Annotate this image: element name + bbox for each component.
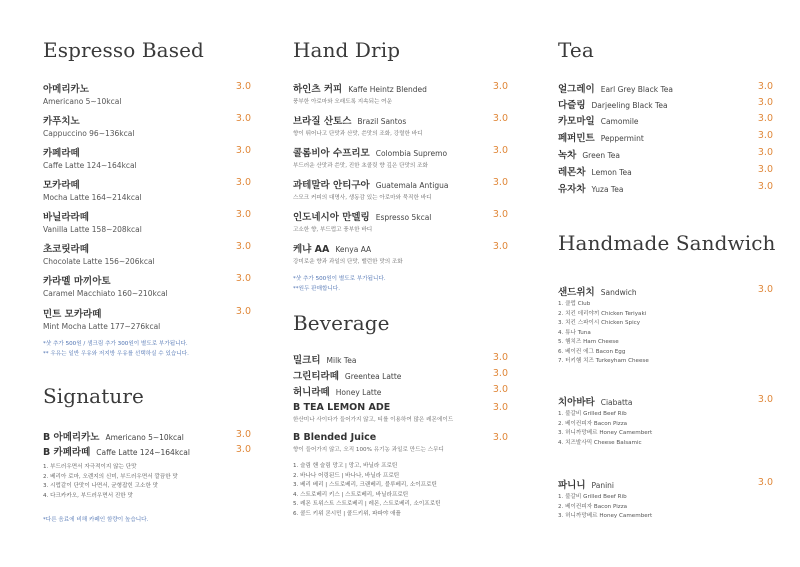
- item-english-name: Lemon Tea: [591, 168, 632, 177]
- menu-item: [43, 241, 251, 266]
- item-price: 3.0: [492, 352, 508, 363]
- list-item: 1. 불갈비 Grilled Beef Rib: [558, 494, 627, 500]
- list-item: 2. 치킨 데리야끼 Chicken Teriyaki: [558, 310, 647, 317]
- menu-item: [43, 306, 251, 331]
- list-item: 3. 허니까망베르 Honey Camembert: [558, 430, 653, 436]
- item-name: B TEA LEMON ADE: [293, 402, 391, 413]
- item-english-name: Yuza Tea: [591, 185, 624, 194]
- item-price: 3.0: [235, 177, 251, 188]
- list-item: 5. 햄치즈 Ham Cheese: [558, 339, 619, 345]
- item-name: 녹차: [558, 150, 577, 161]
- item-price: 3.0: [492, 113, 508, 124]
- item-desc: 고소한 향, 부드럽고 풍부한 바디: [293, 227, 373, 233]
- list-item: 2. 바나나 어링된드 | 바나나, 바닐라 프로틴: [293, 472, 400, 479]
- item-name: 모카라떼: [43, 180, 80, 191]
- menu-item: [558, 181, 773, 195]
- item-price: 3.0: [757, 97, 773, 108]
- item-desc: 한산미나 사이다가 들어가지 않고, 티를 이용하여 많은 레몬에이드: [293, 417, 454, 423]
- list-item: 1. 클럽 Club: [558, 301, 591, 307]
- signature-flavor-list: [43, 463, 178, 501]
- item-name: 치아바타: [558, 397, 595, 408]
- handdrip-section-title: Hand Drip: [293, 38, 401, 62]
- item-price: 3.0: [492, 177, 508, 188]
- item-name: 아메리카노: [43, 84, 89, 95]
- tea-section-title: Tea: [558, 38, 594, 62]
- item-price: 3.0: [757, 181, 773, 192]
- item-english-name: Caffe Latte 124~164kcal: [96, 448, 190, 457]
- item-name: 브라질 산토스: [293, 116, 352, 127]
- item-name: 초코릿라떼: [43, 244, 89, 255]
- item-name: 얼그레이: [558, 84, 595, 95]
- list-item: 4. 튜나 Tuna: [558, 329, 591, 336]
- item-price: 3.0: [757, 477, 773, 488]
- item-name: 케냐 AA: [293, 244, 330, 255]
- item-english-name: Guatemala Antigua: [375, 181, 449, 190]
- menu-item: [43, 113, 251, 138]
- item-price: 3.0: [757, 394, 773, 405]
- signature-note: *다른 음료에 비해 카페인 함량이 높습니다.: [43, 517, 149, 523]
- menu-item: [293, 81, 508, 105]
- item-desc: Caramel Macchiato 160~210kcal: [43, 289, 168, 298]
- menu-item: [293, 241, 508, 265]
- item-desc: Chocolate Latte 156~206kcal: [43, 257, 155, 266]
- item-price: 3.0: [235, 81, 251, 92]
- list-item: 2. 베이컨피자 Bacon Pizza: [558, 420, 628, 427]
- menu-item: [558, 284, 773, 298]
- item-name: 허니라떼: [293, 387, 330, 398]
- item-english-name: Americano 5~10kcal: [105, 433, 184, 442]
- list-item: 1. 부드러우면서 자극적이지 않는 단맛: [43, 464, 137, 470]
- item-price: 3.0: [492, 432, 508, 443]
- item-english-name: Sandwich: [600, 288, 637, 297]
- list-item: 5. 레몬 트위스트 스트로베리 | 레몬, 스트로베리, 소이프로틴: [293, 501, 441, 507]
- item-name: 콜롬비아 수프리모: [293, 148, 370, 159]
- menu-item: [558, 477, 773, 491]
- item-price: 3.0: [492, 209, 508, 220]
- item-price: 3.0: [235, 241, 251, 252]
- list-item: 6. 베이컨 에그 Bacon Egg: [558, 348, 626, 355]
- item-price: 3.0: [235, 145, 251, 156]
- menu-item: [43, 209, 251, 234]
- item-english-name: Darjeeling Black Tea: [591, 101, 668, 110]
- item-name: 인도네시아 만델링: [293, 212, 370, 223]
- menu-item: [558, 394, 773, 408]
- item-name: 다즐링: [558, 100, 586, 111]
- item-price: 3.0: [235, 429, 251, 440]
- item-name: B Blended Juice: [293, 432, 377, 443]
- item-desc: 부드러운 산맛과 쓴맛, 진한 초콜릿 향 깊은 단맛의 조화: [293, 163, 428, 169]
- item-desc: Vanilla Latte 158~208kcal: [43, 225, 142, 234]
- panini-list: [558, 493, 652, 522]
- item-price: 3.0: [492, 402, 508, 413]
- menu-item: [293, 402, 508, 423]
- list-item: 4. 다크카카오, 부드러우면서 진한 맛: [43, 492, 133, 499]
- list-item: 6. 콜드 키위 쿈시민 | 콜드키위, 파파야 애플: [293, 510, 401, 517]
- item-english-name: Honey Latte: [335, 388, 382, 397]
- item-desc: 강미로운 향과 과일의 단맛, 밸런한 맛의 조화: [293, 259, 403, 265]
- item-english-name: Kaffe Heintz Blended: [348, 85, 427, 94]
- item-english-name: Brazil Santos: [357, 117, 407, 126]
- menu-item: [43, 81, 251, 106]
- item-name: 바닐라라떼: [43, 212, 89, 223]
- list-item: 7. 터키햄 치즈 Turkeyham Cheese: [558, 358, 649, 364]
- list-item: 1. 불갈비 Grilled Beef Rib: [558, 411, 627, 417]
- menu-item: [43, 444, 251, 458]
- list-item: 2. 베이컨피자 Bacon Pizza: [558, 503, 628, 510]
- item-english-name: Milk Tea: [326, 356, 357, 365]
- item-desc: 향이 뛰어나고 단맛과 산맛, 쓴맛의 조화, 강렬한 바디: [293, 131, 423, 137]
- handdrip-note: *샷 추가 500원이 별도로 부가됩니다.: [293, 276, 386, 282]
- item-english-name: Espresso 5kcal: [375, 213, 432, 222]
- item-english-name: Colombia Supremo: [375, 149, 448, 158]
- item-price: 3.0: [757, 130, 773, 141]
- item-desc: 스모크 커피의 대명사, 생동감 있는 아로마와 묵직한 바디: [293, 195, 432, 201]
- item-name: 레몬차: [558, 167, 586, 178]
- item-english-name: Peppermint: [600, 134, 644, 143]
- menu-item: [43, 177, 251, 202]
- item-english-name: Earl Grey Black Tea: [600, 85, 673, 94]
- item-price: 3.0: [492, 384, 508, 395]
- item-name: 파니니: [558, 480, 586, 491]
- item-price: 3.0: [235, 273, 251, 284]
- menu-item: [43, 429, 251, 443]
- espresso-note: ** 우유는 일반 우유와 저지방 우유를 선택하실 수 있습니다.: [43, 351, 189, 357]
- item-english-name: Greentea Latte: [344, 372, 402, 381]
- menu-item: [558, 97, 773, 111]
- column-handdrip-beverage: [293, 0, 508, 567]
- item-price: 3.0: [492, 81, 508, 92]
- list-item: 3. 시럽같이 단맛이 나면서, 균형잡힌 고소한 맛: [43, 483, 159, 489]
- handdrip-note: **원두 판매합니다.: [293, 286, 340, 292]
- item-english-name: Green Tea: [582, 151, 620, 160]
- item-english-name: Panini: [591, 481, 614, 490]
- item-price: 3.0: [757, 164, 773, 175]
- juice-list: [293, 462, 441, 519]
- item-name: 카페라떼: [43, 148, 80, 159]
- item-name: 하인츠 커피: [293, 84, 343, 95]
- item-name: 민트 모카라떼: [43, 309, 102, 320]
- menu-item: [558, 130, 773, 144]
- ciabatta-list: [558, 410, 652, 448]
- item-price: 3.0: [492, 368, 508, 379]
- list-item: 3. 베리 베리 | 스트로베리, 크랜베리, 블루베리, 소이프로틴: [293, 482, 437, 488]
- item-price: 3.0: [757, 113, 773, 124]
- list-item: 2. 베리아 로마, 오렌지의 신미, 부드러우면서 깔끔한 맛: [43, 473, 178, 480]
- menu-item: [558, 113, 773, 127]
- item-desc: Caffe Latte 124~164kcal: [43, 161, 137, 170]
- item-price: 3.0: [235, 113, 251, 124]
- menu-item: [43, 145, 251, 170]
- espresso-section-title: Espresso Based: [43, 38, 204, 62]
- item-english-name: Camomile: [600, 117, 639, 126]
- list-item: 3. 허니까망베르 Honey Camembert: [558, 513, 653, 519]
- item-name: 카모마일: [558, 116, 595, 127]
- sandwich-list: [558, 300, 649, 367]
- item-name: 페퍼민트: [558, 133, 595, 144]
- item-price: 3.0: [757, 147, 773, 158]
- item-desc: 풍부한 아로마와 오래도록 지속되는 여운: [293, 99, 392, 105]
- list-item: 4. 치즈발사믹 Cheese Balsamic: [558, 439, 642, 446]
- list-item: 4. 스트로베리 키스 | 스트로베리, 바닐라프로틴: [293, 491, 409, 498]
- menu-item: [293, 352, 508, 366]
- signature-section-title: Signature: [43, 384, 144, 408]
- menu-item: [293, 113, 508, 137]
- item-desc: Mint Mocha Latte 177~276kcal: [43, 322, 161, 331]
- item-name: B 아메리카노: [43, 432, 100, 443]
- item-desc: Mocha Latte 164~214kcal: [43, 193, 142, 202]
- item-name: 밀크티: [293, 355, 321, 366]
- item-price: 3.0: [492, 241, 508, 252]
- item-name: 과테말라 안티구아: [293, 180, 370, 191]
- espresso-note: *샷 추가 500원 / 샘크림 추가 300원이 별도로 부가됩니다.: [43, 341, 188, 347]
- menu-item: [293, 368, 508, 382]
- item-price: 3.0: [757, 81, 773, 92]
- item-name: 그린티라떼: [293, 371, 339, 382]
- menu-item: [293, 145, 508, 169]
- beverage-section-title: Beverage: [293, 311, 390, 335]
- item-price: 3.0: [235, 444, 251, 455]
- column-espresso-signature: [43, 0, 251, 567]
- menu-item: [43, 273, 251, 298]
- item-price: 3.0: [235, 306, 251, 317]
- item-name: 카푸치노: [43, 116, 80, 127]
- list-item: 3. 치킨 스파이시 Chicken Spicy: [558, 320, 641, 326]
- item-english-name: Kenya AA: [335, 245, 372, 254]
- item-price: 3.0: [492, 145, 508, 156]
- item-desc: Americano 5~10kcal: [43, 97, 122, 106]
- list-item: 1. 슬림 핸 슬림 망고 | 망고, 바닐라 프로틴: [293, 463, 398, 469]
- item-price: 3.0: [757, 284, 773, 295]
- menu-item: [558, 147, 773, 161]
- item-price: 3.0: [235, 209, 251, 220]
- menu-item: [293, 432, 508, 453]
- column-tea-sandwich: [558, 0, 776, 567]
- item-desc: Cappuccino 96~136kcal: [43, 129, 135, 138]
- menu-item: [293, 177, 508, 201]
- item-name: B 카페라떼: [43, 447, 91, 458]
- sandwich-section-title: Handmade Sandwich: [558, 231, 776, 255]
- menu-item: [293, 384, 508, 398]
- item-name: 카라멜 마끼아토: [43, 276, 111, 287]
- item-name: 샌드위치: [558, 287, 595, 298]
- item-name: 유자차: [558, 184, 586, 195]
- item-desc: 향이 들어가지 않고, 오직 100% 유기농 과일로 만드는 스무디: [293, 447, 444, 453]
- menu-item: [558, 164, 773, 178]
- menu-item: [293, 209, 508, 233]
- menu-item: [558, 81, 773, 95]
- item-english-name: Ciabatta: [600, 398, 633, 407]
